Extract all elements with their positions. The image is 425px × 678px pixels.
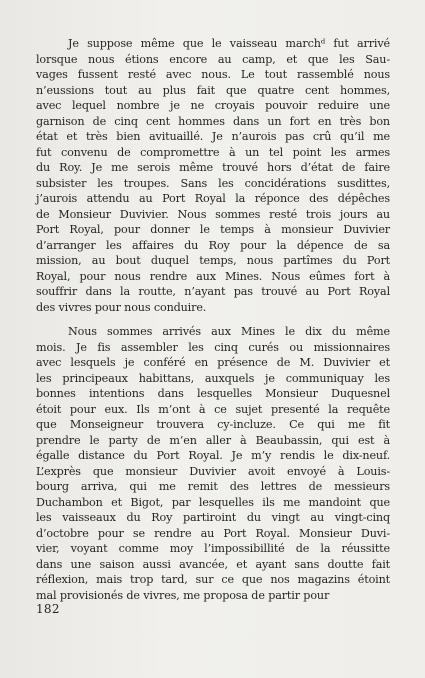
paragraph-2-line: que Monseigneur trouvera cy-incluze. Ce qui me fit [36,418,390,431]
paragraph-2 [36,324,390,603]
paragraph-2-line: dans une saison aussi avancée, et ayant sans doutte fait [36,557,390,571]
paragraph-1-line: fut convenu de compromettre à un tel point les armes [36,145,390,159]
paragraph-2-line: réflexion, mais trop tard, sur ce que nos magazins étoint [36,573,390,586]
paragraph-2-line: étoit pour eux. Ils m’ont à ce sujet presenté la requête [36,402,390,416]
body-text [36,36,390,603]
paragraph-1-line: souffrir dans la routte, n’ayant pas trouvé au Port Royal [36,285,390,298]
paragraph-2-line: avec lesquels je conféré en présence de M. Duvivier et [36,356,390,369]
paragraph-2-line: égalle distance du Port Royal. Je m’y rendis le dix-neuf. [36,449,390,462]
page-number: 182 [36,602,60,616]
paragraph-1-line: état et très bien avituaillé. Je n’aurois pas crû qu’il me [36,130,390,143]
paragraph-2-line: vier, voyant comme moy l’impossibillité de la réussitte [36,542,390,555]
paragraph-1-line: mission, au bout duquel temps, nous partîmes du Port [36,254,390,267]
paragraph-1-line: vages fussent resté avec nous. Le tout rassemblé nous [36,68,390,81]
paragraph-2-line: d’octobre pour se rendre au Port Royal. Monsieur Duvi- [36,526,390,540]
paragraph-1-line: lorsque nous étions encore au camp, et que les Sau- [36,52,390,66]
paragraph-1-line: du Roy. Je me serois même trouvé hors d’état de faire [36,161,390,174]
paragraph-1-line: avec lequel nombre je ne croyais pouvoir reduire une [36,99,390,112]
paragraph-1-line: n’eussions tout au plus fait que quatre cent hommes, [36,83,390,97]
paragraph-2-line: les vaisseaux du Roy partiroint du vingt au vingt-cinq [36,511,390,524]
paragraph-2-line: bonnes intentions dans lesquelles Monsieur Duquesnel [36,387,390,400]
paragraph-1-line: Je suppose même que le vaisseau marchᵈ fut arrivé [68,37,390,50]
paragraph-2-line: prendre le party de m’en aller à Beaubassin, qui est à [36,433,390,447]
paragraph-1-line: j’aurois attendu au Port Royal la réponce des dépêches [36,192,390,205]
paragraph-2-line: Duchambon et Bigot, par lesquelles ils me mandoint que [36,495,390,509]
paragraph-1-line: des vivres pour nous conduire. [36,300,207,314]
paragraph-1-line: Port Royal, pour donner le temps à monsieur Duvivier [36,223,390,236]
paragraph-2-line: bourg arriva, qui me remit des lettres de messieurs [36,480,390,493]
paragraph-1 [36,36,390,315]
paragraph-1-line: subsister les troupes. Sans les concidérations susdittes, [36,176,390,190]
paragraph-1-line: d’arranger les affaires du Roy pour la dépence de sa [36,238,390,252]
paragraph-2-line: les principeaux habittans, auxquels je communiquay les [36,371,390,385]
paragraph-2-line: mal provisionés de vivres, me proposa de partir pour [36,588,330,602]
paragraph-2-line: Nous sommes arrivés aux Mines le dix du même [68,325,390,338]
paragraph-1-line: de Monsieur Duvivier. Nous sommes resté trois jours au [36,207,390,221]
paragraph-2-line: mois. Je fis assembler les cinq curés ou missionnaires [36,340,390,354]
paragraph-2-line: L’exprès que monsieur Duvivier avoit envoyé à Louis- [36,464,390,478]
paragraph-gap [36,315,390,324]
paragraph-1-line: garnison de cinq cent hommes dans un fort en très bon [36,114,390,128]
paragraph-1-line: Royal, pour nous rendre aux Mines. Nous eûmes fort à [36,269,390,283]
